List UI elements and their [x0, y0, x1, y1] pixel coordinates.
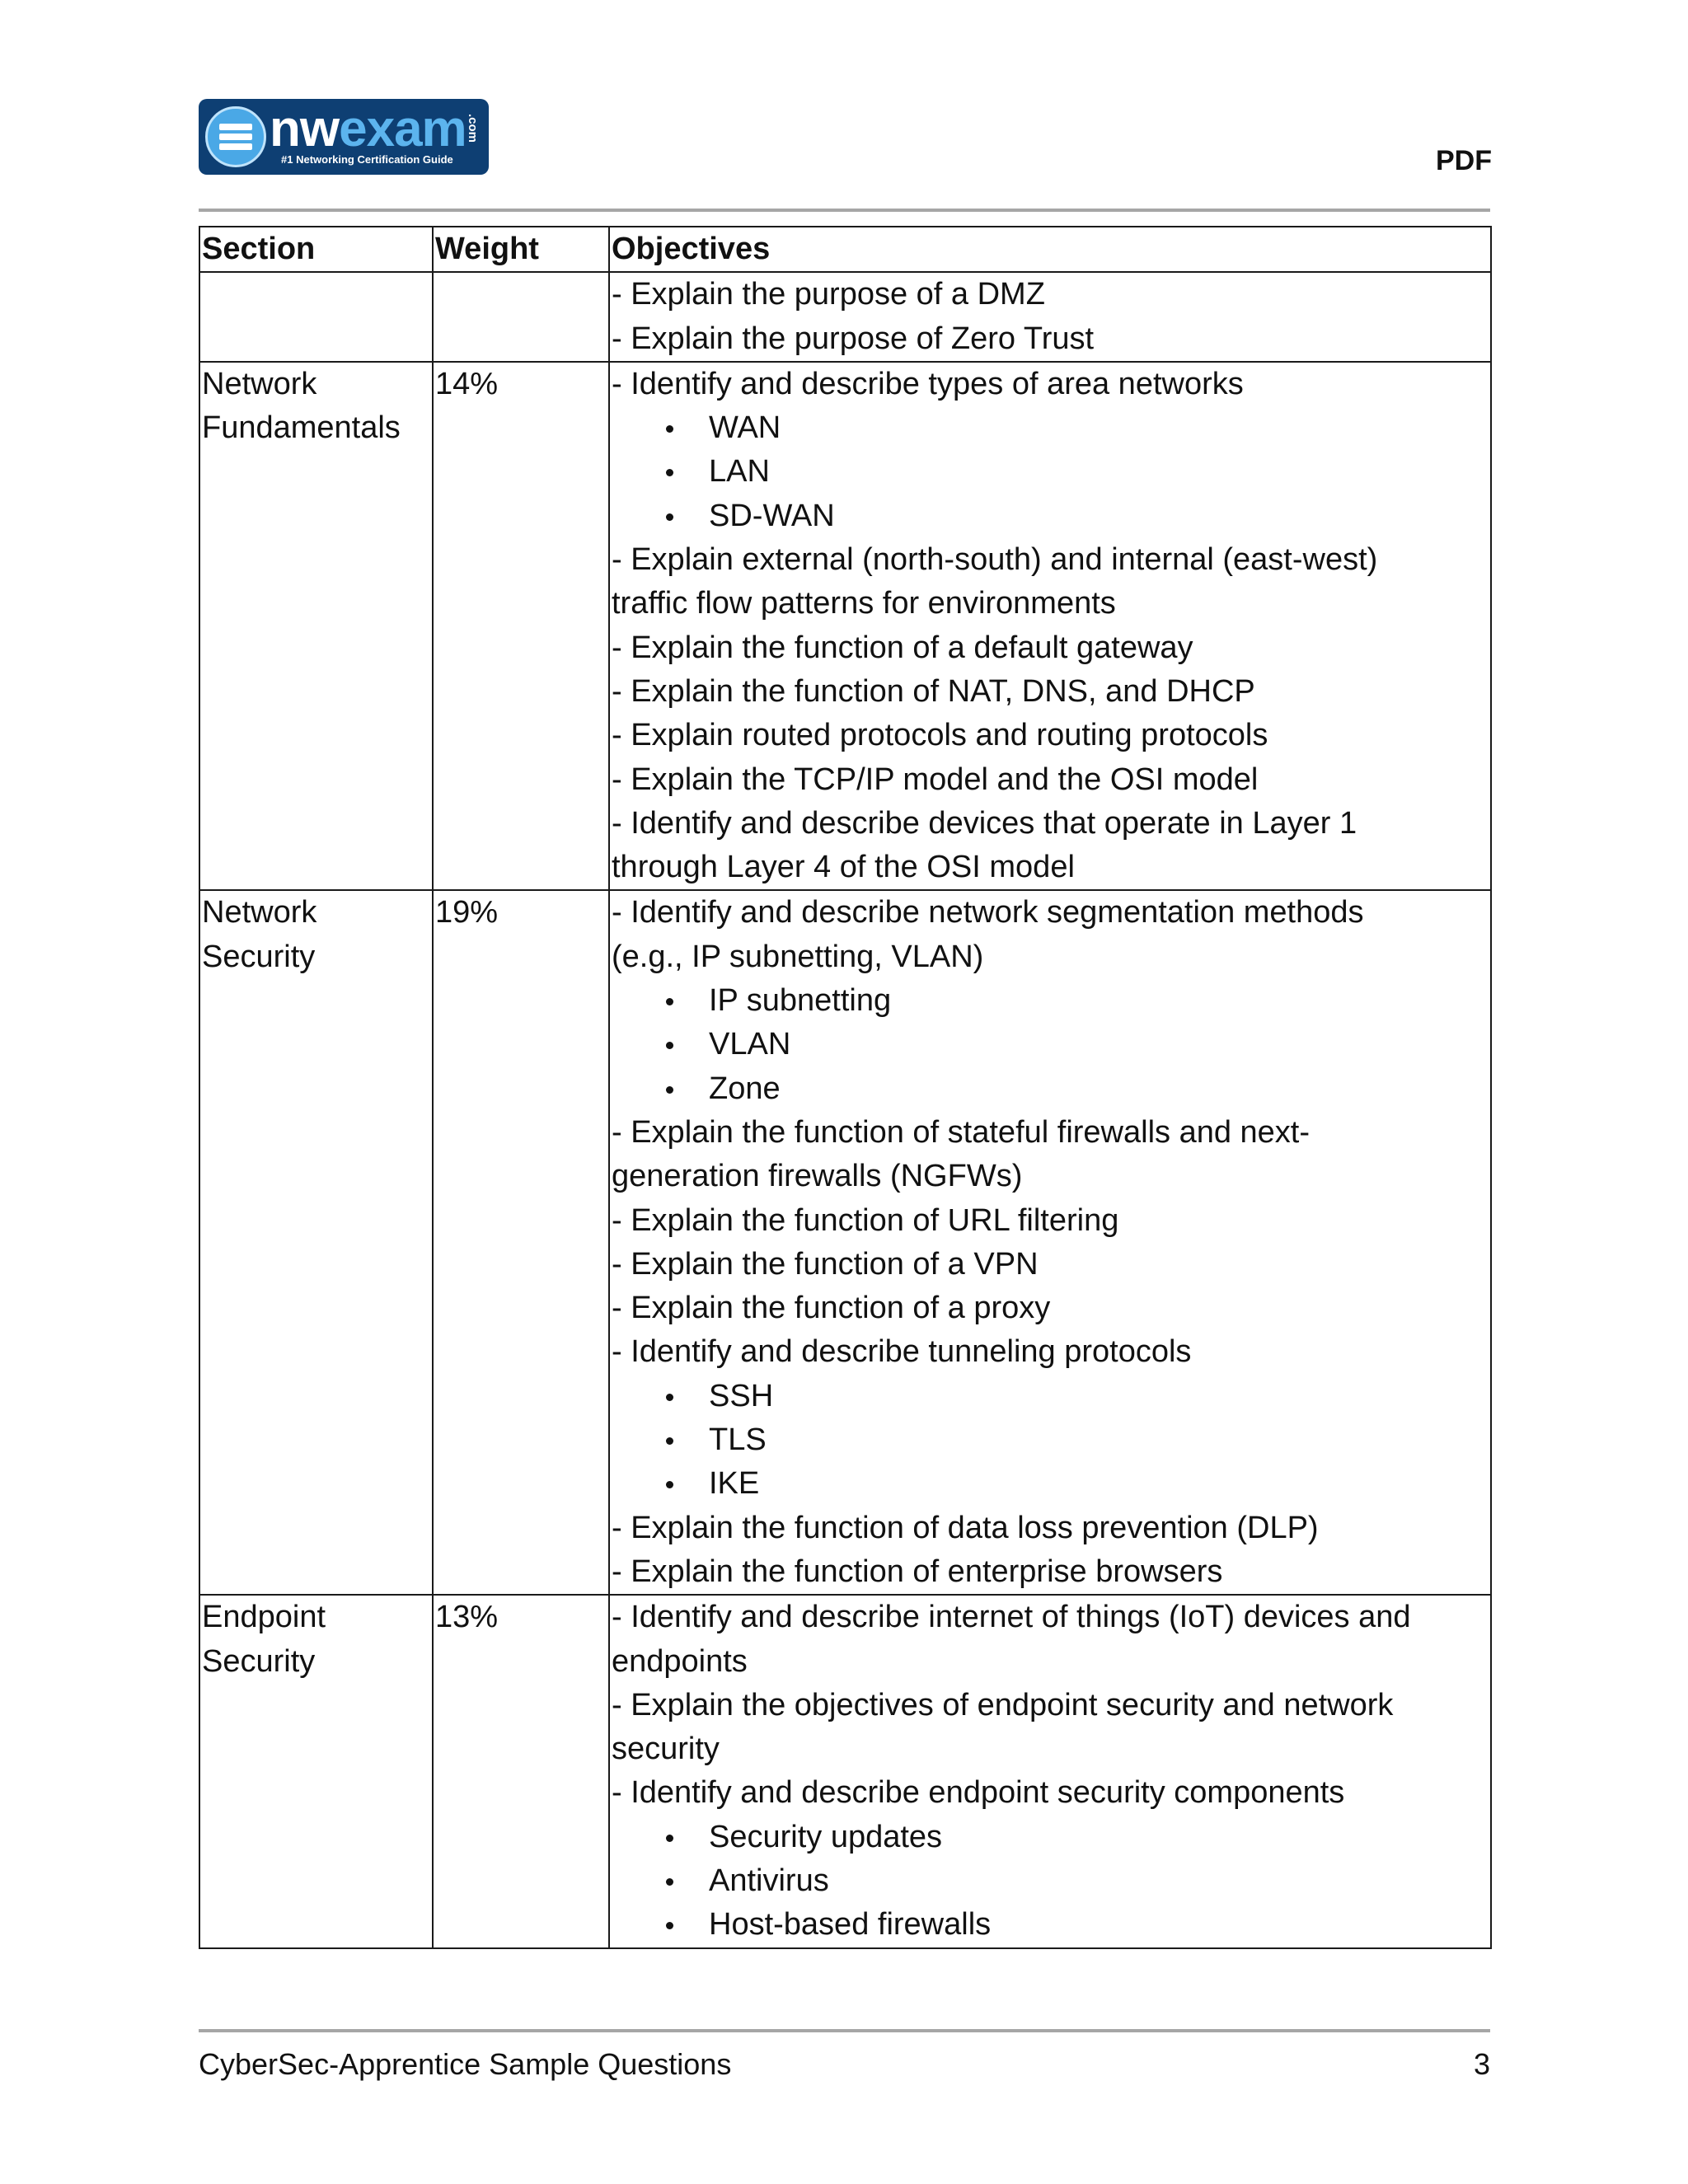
table-row: [199, 1595, 1491, 1947]
objective-line: generation firewalls (NGFWs): [612, 1159, 1023, 1194]
objective-bullet-item: [612, 1859, 1490, 1903]
section-cell: [199, 890, 433, 1595]
column-header-section: Section: [199, 227, 433, 272]
section-name-line: Network: [202, 895, 317, 930]
section-name-line: Network: [202, 366, 317, 401]
bullet-text: LAN: [709, 454, 770, 490]
objective-line: - Explain the function of URL filtering: [612, 1202, 1119, 1238]
page-number: 3: [1473, 2047, 1490, 2081]
nwexam-logo: [199, 99, 489, 175]
bullet-text: SD-WAN: [709, 498, 835, 533]
objective-bullet-item: [612, 979, 1490, 1023]
bullet-text: WAN: [709, 410, 781, 446]
objective-bullet-item: [612, 1462, 1490, 1506]
bullet-text: TLS: [709, 1422, 767, 1458]
section-cell: [199, 272, 433, 362]
objective-line: through Layer 4 of the OSI model: [612, 850, 1075, 885]
section-name-line: Endpoint: [202, 1600, 326, 1635]
objectives-cell: [609, 362, 1491, 891]
bullet-text: Host-based firewalls: [709, 1907, 992, 1943]
objective-line: - Explain the objectives of endpoint security and network: [612, 1687, 1394, 1722]
objective-line: - Identify and describe types of area networks: [612, 366, 1244, 401]
pdf-label: PDF: [1436, 145, 1492, 176]
bullet-text: IP subnetting: [709, 983, 892, 1019]
section-name-line: Fundamentals: [202, 410, 401, 446]
section-cell: [199, 1595, 433, 1947]
column-header-objectives: Objectives: [609, 227, 1491, 272]
bullet-text: Zone: [709, 1071, 781, 1106]
objective-bullet-item: [612, 406, 1490, 450]
objectives-cell: [609, 1595, 1491, 1947]
header-divider: [199, 209, 1490, 212]
objective-line: - Explain routed protocols and routing protocols: [612, 718, 1268, 753]
objectives-cell: [609, 272, 1491, 362]
table-row: [199, 890, 1491, 1595]
objective-line: - Identify and describe endpoint security components: [612, 1775, 1345, 1811]
objective-bullet-item: [612, 1067, 1490, 1111]
server-stack-icon: [205, 106, 266, 167]
objective-line: - Explain the purpose of Zero Trust: [612, 321, 1095, 356]
table-row: [199, 362, 1491, 891]
objective-line: - Explain the function of a default gateway: [612, 630, 1193, 665]
weight-cell: 19%: [433, 890, 609, 1595]
objective-bullet-item: [612, 1375, 1490, 1418]
column-header-weight: Weight: [433, 227, 609, 272]
bullet-text: Security updates: [709, 1819, 943, 1854]
table-body: [199, 272, 1491, 1947]
objective-line: - Explain external (north-south) and internal (east-west): [612, 542, 1378, 578]
logo-wordmark: nwexam: [270, 101, 467, 157]
objective-bullet-item: [612, 1418, 1490, 1462]
objective-line: - Identify and describe devices that operate in Layer 1: [612, 805, 1357, 841]
objective-line: - Explain the purpose of a DMZ: [612, 277, 1045, 312]
objective-line: - Explain the function of stateful firewalls and next-: [612, 1114, 1311, 1150]
objective-line: (e.g., IP subnetting, VLAN): [612, 939, 984, 974]
objective-line: - Explain the function of a proxy: [612, 1291, 1051, 1326]
footer-divider: [199, 2029, 1490, 2032]
objective-bullet-item: [612, 1903, 1490, 1947]
objective-bullet-item: [612, 1816, 1490, 1859]
footer-title: CyberSec-Apprentice Sample Questions: [199, 2047, 732, 2081]
objective-line: traffic flow patterns for environments: [612, 586, 1116, 621]
section-cell: [199, 362, 433, 891]
section-name-line: Security: [202, 1643, 316, 1679]
bullet-text: IKE: [709, 1466, 760, 1502]
objective-line: - Explain the function of a VPN: [612, 1246, 1039, 1282]
objective-line: - Explain the function of NAT, DNS, and DHCP: [612, 673, 1255, 709]
objective-line: - Explain the function of data loss prevention (DLP): [612, 1510, 1319, 1545]
objective-line: - Identify and describe network segmentation methods: [612, 895, 1364, 930]
objective-line: endpoints: [612, 1643, 748, 1679]
weight-cell: 13%: [433, 1595, 609, 1947]
section-name-line: Security: [202, 939, 316, 974]
objective-line: - Explain the TCP/IP model and the OSI model: [612, 762, 1259, 797]
objective-line: - Identify and describe tunneling protocols: [612, 1334, 1192, 1370]
objective-line: - Explain the function of enterprise browsers: [612, 1554, 1223, 1589]
table-header-row: [199, 227, 1491, 272]
bullet-text: Antivirus: [709, 1863, 829, 1898]
bullet-text: SSH: [709, 1378, 774, 1413]
objective-bullet-item: [612, 1023, 1490, 1066]
objective-bullet-item: [612, 494, 1490, 538]
objective-bullet-item: [612, 450, 1490, 494]
objective-line: security: [612, 1732, 720, 1767]
bullet-text: VLAN: [709, 1027, 791, 1062]
objectives-table: [199, 226, 1492, 1949]
weight-cell: 14%: [433, 362, 609, 891]
objectives-cell: [609, 890, 1491, 1595]
table-row: [199, 272, 1491, 362]
logo-suffix: .com: [466, 114, 480, 143]
logo-tagline: #1 Networking Certification Guide: [281, 153, 453, 166]
weight-cell: [433, 272, 609, 362]
objective-line: - Identify and describe internet of things (IoT) devices and: [612, 1600, 1411, 1635]
